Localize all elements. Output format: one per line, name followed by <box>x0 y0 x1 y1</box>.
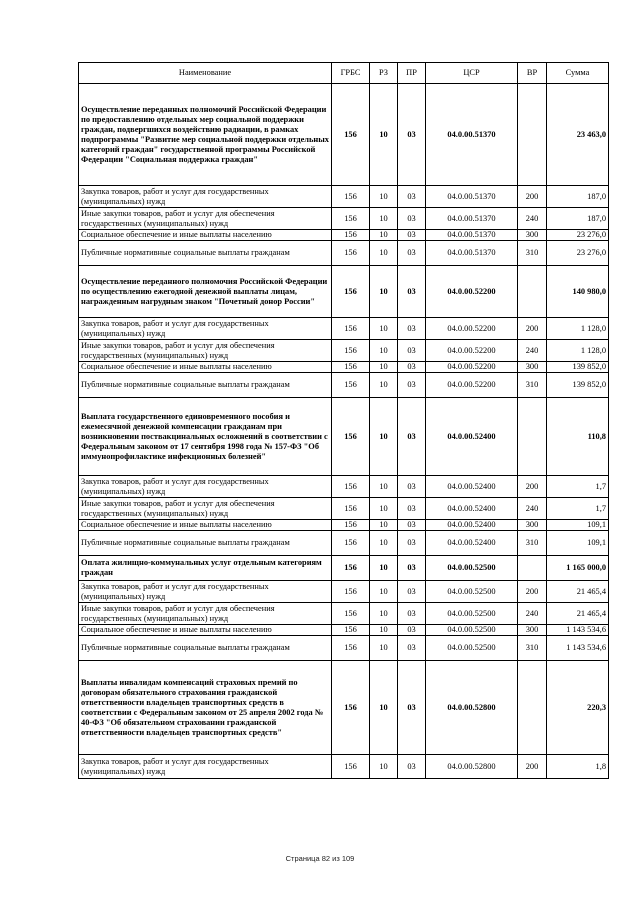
row-vr: 200 <box>518 318 547 340</box>
row-csr: 04.0.00.52800 <box>426 661 518 755</box>
row-pr: 03 <box>398 476 426 498</box>
table-row <box>79 556 609 581</box>
header-pr: ПР <box>398 63 426 84</box>
row-name: Иные закупки товаров, работ и услуг для обеспечения государственных (муниципальных) нужд <box>79 340 332 362</box>
row-csr: 04.0.00.51370 <box>426 208 518 230</box>
row-pr: 03 <box>398 498 426 520</box>
row-grbs: 156 <box>332 84 370 186</box>
row-vr: 200 <box>518 476 547 498</box>
row-vr: 200 <box>518 755 547 779</box>
row-name: Закупка товаров, работ и услуг для государственных (муниципальных) нужд <box>79 476 332 498</box>
row-rz: 10 <box>370 556 398 581</box>
budget-table <box>78 62 609 779</box>
row-csr: 04.0.00.52800 <box>426 755 518 779</box>
row-sum: 139 852,0 <box>547 373 609 398</box>
row-name: Публичные нормативные социальные выплаты гражданам <box>79 531 332 556</box>
table-row <box>79 230 609 241</box>
row-csr: 04.0.00.52200 <box>426 362 518 373</box>
row-grbs: 156 <box>332 340 370 362</box>
row-sum: 139 852,0 <box>547 362 609 373</box>
row-rz: 10 <box>370 186 398 208</box>
row-sum: 21 465,4 <box>547 603 609 625</box>
row-rz: 10 <box>370 373 398 398</box>
row-vr: 300 <box>518 362 547 373</box>
row-csr: 04.0.00.52500 <box>426 603 518 625</box>
row-vr <box>518 398 547 476</box>
row-vr: 240 <box>518 603 547 625</box>
table-row <box>79 186 609 208</box>
row-csr: 04.0.00.52400 <box>426 531 518 556</box>
row-csr: 04.0.00.52400 <box>426 498 518 520</box>
row-rz: 10 <box>370 476 398 498</box>
row-sum: 1 143 534,6 <box>547 625 609 636</box>
table-row <box>79 266 609 318</box>
table-row <box>79 636 609 661</box>
row-sum: 1,8 <box>547 755 609 779</box>
row-sum: 220,3 <box>547 661 609 755</box>
row-name: Осуществление переданного полномочия Российской Федерации по осуществлению ежегодной денежной выплаты лицам, награжденным нагрудным знаком "Почетный донор России" <box>79 266 332 318</box>
row-name: Социальное обеспечение и иные выплаты населению <box>79 230 332 241</box>
row-name: Осуществление переданных полномочий Российской Федерации по предоставлению отдельных мер социальной поддержки граждан, подвергшихся воздействию радиации, в рамках подпрограммы "Развитие мер социальной поддержки отдельных категорий граждан" государственной программы Российской Федерации "Социальная поддержка граждан" <box>79 84 332 186</box>
row-rz: 10 <box>370 266 398 318</box>
row-vr: 310 <box>518 241 547 266</box>
row-pr: 03 <box>398 755 426 779</box>
row-vr: 300 <box>518 625 547 636</box>
row-vr: 310 <box>518 531 547 556</box>
row-sum: 110,8 <box>547 398 609 476</box>
row-rz: 10 <box>370 625 398 636</box>
row-name: Публичные нормативные социальные выплаты гражданам <box>79 373 332 398</box>
row-grbs: 156 <box>332 556 370 581</box>
row-vr: 240 <box>518 208 547 230</box>
row-pr: 03 <box>398 398 426 476</box>
row-rz: 10 <box>370 318 398 340</box>
row-pr: 03 <box>398 230 426 241</box>
row-csr: 04.0.00.52400 <box>426 520 518 531</box>
table-row <box>79 603 609 625</box>
row-vr <box>518 661 547 755</box>
row-sum: 23 276,0 <box>547 241 609 266</box>
row-rz: 10 <box>370 636 398 661</box>
table-row <box>79 476 609 498</box>
row-grbs: 156 <box>332 241 370 266</box>
row-vr: 310 <box>518 636 547 661</box>
row-pr: 03 <box>398 373 426 398</box>
row-name: Иные закупки товаров, работ и услуг для обеспечения государственных (муниципальных) нужд <box>79 603 332 625</box>
row-sum: 1,7 <box>547 498 609 520</box>
row-rz: 10 <box>370 581 398 603</box>
row-rz: 10 <box>370 520 398 531</box>
table-row <box>79 520 609 531</box>
row-vr <box>518 266 547 318</box>
row-vr: 240 <box>518 498 547 520</box>
row-pr: 03 <box>398 208 426 230</box>
header-vr: ВР <box>518 63 547 84</box>
table-row <box>79 498 609 520</box>
row-name: Иные закупки товаров, работ и услуг для обеспечения государственных (муниципальных) нужд <box>79 208 332 230</box>
row-csr: 04.0.00.51370 <box>426 230 518 241</box>
row-grbs: 156 <box>332 476 370 498</box>
table-row <box>79 755 609 779</box>
row-grbs: 156 <box>332 520 370 531</box>
row-rz: 10 <box>370 208 398 230</box>
row-csr: 04.0.00.52200 <box>426 266 518 318</box>
header-rz: РЗ <box>370 63 398 84</box>
table-row <box>79 340 609 362</box>
row-rz: 10 <box>370 603 398 625</box>
table-row <box>79 241 609 266</box>
row-csr: 04.0.00.52200 <box>426 373 518 398</box>
row-pr: 03 <box>398 318 426 340</box>
row-grbs: 156 <box>332 603 370 625</box>
header-grbs: ГРБС <box>332 63 370 84</box>
row-name: Закупка товаров, работ и услуг для государственных (муниципальных) нужд <box>79 186 332 208</box>
row-pr: 03 <box>398 520 426 531</box>
row-rz: 10 <box>370 362 398 373</box>
row-sum: 187,0 <box>547 186 609 208</box>
row-sum: 23 463,0 <box>547 84 609 186</box>
row-sum: 1,7 <box>547 476 609 498</box>
row-name: Социальное обеспечение и иные выплаты населению <box>79 362 332 373</box>
row-grbs: 156 <box>332 230 370 241</box>
table-row <box>79 531 609 556</box>
page-number-footer: Страница 82 из 109 <box>285 854 355 863</box>
row-grbs: 156 <box>332 186 370 208</box>
row-grbs: 156 <box>332 362 370 373</box>
row-name: Выплата государственного единовременного пособия и ежемесячной денежной компенсации гражданам при возникновении поствакцинальных осложнений в соответствии с Федеральным законом от 17 сентября 1998 года № 157-ФЗ "Об иммунопрофилактике инфекционных болезней" <box>79 398 332 476</box>
table-row <box>79 398 609 476</box>
row-name: Социальное обеспечение и иные выплаты населению <box>79 520 332 531</box>
row-csr: 04.0.00.52200 <box>426 318 518 340</box>
row-sum: 109,1 <box>547 520 609 531</box>
row-vr: 300 <box>518 520 547 531</box>
row-rz: 10 <box>370 340 398 362</box>
row-rz: 10 <box>370 531 398 556</box>
row-rz: 10 <box>370 398 398 476</box>
row-sum: 140 980,0 <box>547 266 609 318</box>
row-grbs: 156 <box>332 498 370 520</box>
row-name: Оплата жилищно-коммунальных услуг отдельным категориям граждан <box>79 556 332 581</box>
row-grbs: 156 <box>332 625 370 636</box>
row-csr: 04.0.00.52400 <box>426 398 518 476</box>
row-sum: 23 276,0 <box>547 230 609 241</box>
row-name: Публичные нормативные социальные выплаты гражданам <box>79 241 332 266</box>
row-sum: 1 128,0 <box>547 340 609 362</box>
row-pr: 03 <box>398 362 426 373</box>
header-sum: Сумма <box>547 63 609 84</box>
row-name: Социальное обеспечение и иные выплаты населению <box>79 625 332 636</box>
header-name: Наименование <box>79 63 332 84</box>
row-grbs: 156 <box>332 318 370 340</box>
row-grbs: 156 <box>332 266 370 318</box>
row-name: Закупка товаров, работ и услуг для государственных (муниципальных) нужд <box>79 318 332 340</box>
row-name: Публичные нормативные социальные выплаты гражданам <box>79 636 332 661</box>
row-sum: 1 128,0 <box>547 318 609 340</box>
row-pr: 03 <box>398 581 426 603</box>
row-sum: 1 165 000,0 <box>547 556 609 581</box>
row-pr: 03 <box>398 84 426 186</box>
row-pr: 03 <box>398 625 426 636</box>
row-sum: 21 465,4 <box>547 581 609 603</box>
row-vr: 300 <box>518 230 547 241</box>
row-pr: 03 <box>398 603 426 625</box>
row-rz: 10 <box>370 84 398 186</box>
row-rz: 10 <box>370 230 398 241</box>
row-pr: 03 <box>398 556 426 581</box>
row-pr: 03 <box>398 266 426 318</box>
row-vr: 200 <box>518 581 547 603</box>
row-name: Выплаты инвалидам компенсаций страховых премий по договорам обязательного страхования гражданской ответственности владельцев транспортных средств в соответствии с Федеральным законом от 25 апреля 2002 года № 40-ФЗ "Об обязательном страховании гражданской ответственности владельцев транспортных средств" <box>79 661 332 755</box>
row-csr: 04.0.00.51370 <box>426 186 518 208</box>
row-name: Закупка товаров, работ и услуг для государственных (муниципальных) нужд <box>79 755 332 779</box>
header-csr: ЦСР <box>426 63 518 84</box>
table-row <box>79 625 609 636</box>
row-sum: 187,0 <box>547 208 609 230</box>
table-row <box>79 661 609 755</box>
row-csr: 04.0.00.52500 <box>426 625 518 636</box>
row-grbs: 156 <box>332 208 370 230</box>
row-grbs: 156 <box>332 581 370 603</box>
row-grbs: 156 <box>332 373 370 398</box>
row-grbs: 156 <box>332 755 370 779</box>
row-pr: 03 <box>398 531 426 556</box>
row-vr <box>518 556 547 581</box>
row-vr <box>518 84 547 186</box>
row-sum: 109,1 <box>547 531 609 556</box>
row-rz: 10 <box>370 755 398 779</box>
row-pr: 03 <box>398 636 426 661</box>
row-pr: 03 <box>398 340 426 362</box>
row-grbs: 156 <box>332 636 370 661</box>
row-grbs: 156 <box>332 531 370 556</box>
row-name: Иные закупки товаров, работ и услуг для обеспечения государственных (муниципальных) нужд <box>79 498 332 520</box>
row-grbs: 156 <box>332 661 370 755</box>
row-pr: 03 <box>398 186 426 208</box>
table-row <box>79 373 609 398</box>
row-vr: 200 <box>518 186 547 208</box>
row-csr: 04.0.00.52200 <box>426 340 518 362</box>
row-vr: 310 <box>518 373 547 398</box>
table-row <box>79 84 609 186</box>
row-csr: 04.0.00.52500 <box>426 581 518 603</box>
row-csr: 04.0.00.52400 <box>426 476 518 498</box>
row-grbs: 156 <box>332 398 370 476</box>
row-csr: 04.0.00.52500 <box>426 556 518 581</box>
row-csr: 04.0.00.51370 <box>426 84 518 186</box>
row-pr: 03 <box>398 241 426 266</box>
table-row <box>79 318 609 340</box>
row-name: Закупка товаров, работ и услуг для государственных (муниципальных) нужд <box>79 581 332 603</box>
row-sum: 1 143 534,6 <box>547 636 609 661</box>
row-csr: 04.0.00.51370 <box>426 241 518 266</box>
row-pr: 03 <box>398 661 426 755</box>
row-csr: 04.0.00.52500 <box>426 636 518 661</box>
row-rz: 10 <box>370 661 398 755</box>
table-body <box>79 84 609 779</box>
table-row <box>79 362 609 373</box>
table-row <box>79 208 609 230</box>
row-vr: 240 <box>518 340 547 362</box>
table-header-row <box>79 63 609 84</box>
table-row <box>79 581 609 603</box>
row-rz: 10 <box>370 241 398 266</box>
row-rz: 10 <box>370 498 398 520</box>
